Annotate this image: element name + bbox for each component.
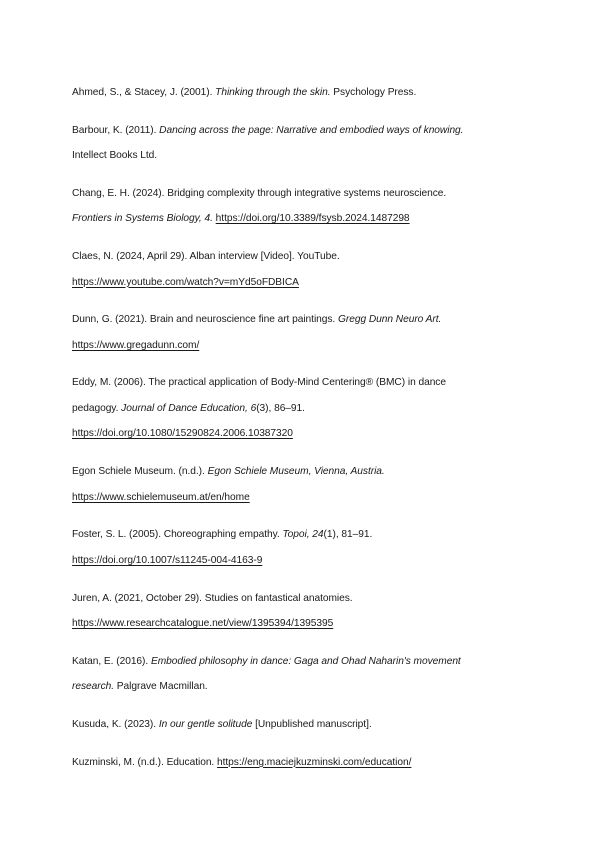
reference-link[interactable]: https://www.researchcatalogue.net/view/1395394/1395395	[72, 618, 334, 629]
reference-entry	[72, 370, 532, 447]
reference-text: Foster, S. L. (2005). Choreographing empathy.	[72, 529, 283, 541]
reference-italic-text: Egon Schiele Museum, Vienna, Austria.	[207, 466, 385, 478]
reference-line	[72, 712, 532, 738]
reference-italic-text: Embodied philosophy in dance: Gaga and Ohad Naharin's movement	[150, 655, 461, 667]
reference-text: Psychology Press.	[330, 87, 417, 98]
reference-line	[72, 118, 532, 144]
reference-text: Kusuda, K. (2023).	[72, 718, 159, 730]
reference-italic-text: In our gentle solitude	[158, 718, 253, 730]
reference-line	[72, 674, 532, 700]
reference-entry	[72, 586, 532, 637]
reference-line	[72, 586, 532, 612]
reference-link[interactable]: https://www.schielemuseum.at/en/home	[72, 491, 250, 503]
reference-text: Palgrave Macmillan.	[114, 681, 208, 693]
reference-line	[72, 548, 532, 574]
reference-line	[72, 750, 532, 776]
reference-text: Dunn, G. (2021). Brain and neuroscience fine art paintings.	[72, 314, 338, 326]
reference-text: Claes, N. (2024, April 29). Alban interview [Video]. YouTube.	[72, 251, 340, 263]
reference-entry	[72, 244, 532, 295]
reference-entry	[72, 649, 532, 700]
reference-line	[72, 396, 532, 422]
reference-line	[72, 370, 532, 396]
reference-text: Eddy, M. (2006). The practical application of Body-Mind Centering® (BMC) in dance	[72, 377, 446, 389]
reference-text: Egon Schiele Museum. (n.d.).	[72, 466, 208, 478]
reference-list	[72, 80, 532, 787]
reference-entry	[72, 118, 532, 169]
reference-italic-text: Dancing across the page: Narrative and embodied ways of knowing.	[159, 124, 464, 136]
reference-line	[72, 421, 532, 447]
reference-text: (3), 86–91.	[256, 402, 305, 414]
reference-italic-text: Journal of Dance Education, 6	[121, 402, 257, 414]
reference-text: pedagogy.	[72, 402, 122, 414]
reference-italic-text: research.	[72, 681, 115, 693]
reference-entry	[72, 522, 532, 573]
reference-entry	[72, 750, 532, 776]
reference-link[interactable]: https://doi.org/10.3389/fsysb.2024.1487298	[215, 213, 410, 225]
reference-line	[72, 244, 532, 270]
reference-text: Juren, A. (2021, October 29). Studies on fantastical anatomies.	[72, 592, 353, 604]
reference-link[interactable]: https://doi.org/10.1080/15290824.2006.10387320	[72, 428, 293, 440]
reference-entry	[72, 712, 532, 738]
reference-italic-text: Frontiers in Systems Biology, 4.	[72, 213, 213, 225]
reference-text: Barbour, K. (2011).	[72, 124, 160, 136]
reference-text: Kuzminski, M. (n.d.). Education.	[72, 756, 217, 768]
reference-line	[72, 333, 532, 359]
reference-line	[72, 181, 532, 207]
reference-line	[72, 270, 532, 296]
reference-line	[72, 611, 532, 637]
reference-link[interactable]: https://doi.org/10.1007/s11245-004-4163-9	[72, 554, 263, 566]
reference-line	[72, 649, 532, 675]
reference-entry	[72, 307, 532, 358]
reference-text: Chang, E. H. (2024). Bridging complexity through integrative systems neuroscience.	[72, 187, 447, 199]
reference-line	[72, 307, 532, 333]
reference-line	[72, 459, 532, 485]
reference-line	[72, 206, 532, 232]
reference-line	[72, 143, 532, 169]
reference-italic-text: Gregg Dunn Neuro Art.	[338, 314, 442, 326]
reference-text: Ahmed, S., & Stacey, J. (2001).	[72, 87, 216, 98]
reference-italic-text: Thinking through the skin.	[215, 87, 331, 98]
reference-text: Katan, E. (2016).	[72, 655, 151, 667]
reference-line	[72, 80, 532, 106]
reference-text: Intellect Books Ltd.	[72, 150, 158, 162]
reference-link[interactable]: https://www.gregadunn.com/	[72, 339, 200, 351]
reference-line	[72, 485, 532, 511]
reference-line	[72, 522, 532, 548]
reference-link[interactable]: https://eng.maciejkuzminski.com/education/	[217, 756, 412, 768]
reference-entry	[72, 181, 532, 232]
reference-text: [Unpublished manuscript].	[252, 718, 372, 730]
reference-entry	[72, 80, 532, 106]
reference-italic-text: Topoi, 24	[282, 529, 324, 541]
reference-text: (1), 81–91.	[323, 529, 373, 541]
reference-entry	[72, 459, 532, 510]
reference-link[interactable]: https://www.youtube.com/watch?v=mYd5oFDBICA	[72, 276, 299, 288]
